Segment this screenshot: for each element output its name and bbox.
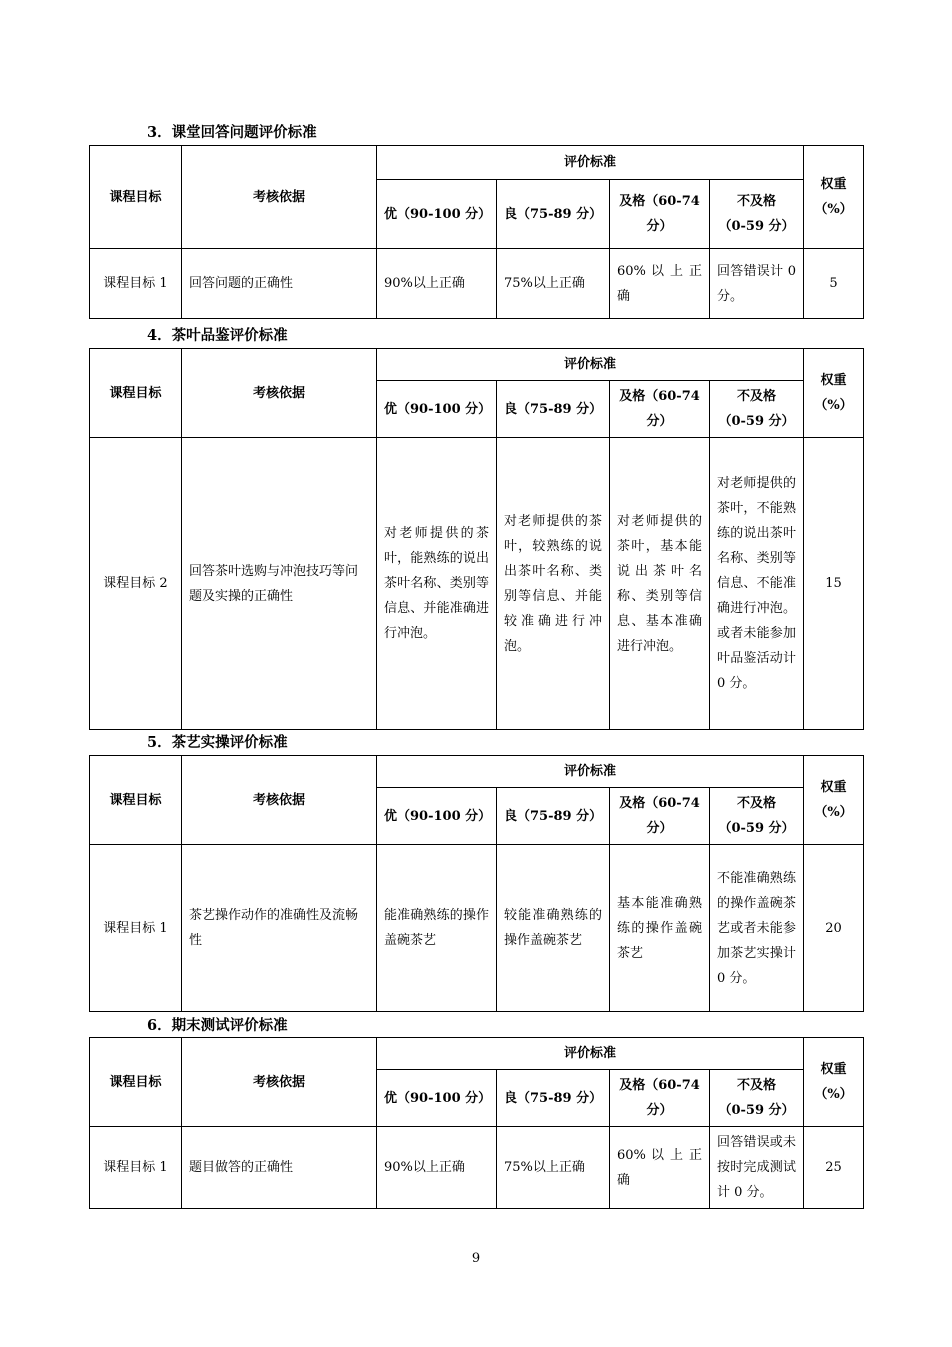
cell-good: 对老师提供的茶叶，较熟练的说出茶叶名称、类别等信息、并能较准确进行冲泡。: [497, 438, 610, 730]
cell-excellent: 90%以上正确: [377, 1127, 497, 1209]
evaluation-table: [89, 755, 864, 1012]
cell-pass: 60% 以 上 正确: [610, 1127, 710, 1209]
evaluation-table: [89, 145, 864, 319]
header-goal: 课程目标: [90, 756, 182, 845]
header-weight: 权重 （%）: [804, 349, 864, 438]
cell-basis: 茶艺操作动作的准确性及流畅性: [182, 845, 377, 1012]
header-fail: 不及格 （0-59 分）: [710, 788, 804, 845]
cell-weight: 25: [804, 1127, 864, 1209]
page-number: 9: [471, 1251, 481, 1266]
header-goal: 课程目标: [90, 349, 182, 438]
header-excellent: 优（90-100 分）: [377, 180, 497, 249]
cell-fail: 对老师提供的茶叶，不能熟练的说出茶叶名称、类别等信息、不能准确进行冲泡。或者未能参加叶品鉴活动计 0 分。: [710, 438, 804, 730]
cell-pass: 基本能准确熟练的操作盖碗茶艺: [610, 845, 710, 1012]
header-excellent: 优（90-100 分）: [377, 788, 497, 845]
header-pass: 及格（60-74 分）: [610, 788, 710, 845]
cell-excellent: 能准确熟练的操作盖碗茶艺: [377, 845, 497, 1012]
header-weight: 权重 （%）: [804, 146, 864, 249]
header-pass: 及格（60-74 分）: [610, 1070, 710, 1127]
header-excellent: 优（90-100 分）: [377, 1070, 497, 1127]
cell-basis: 题目做答的正确性: [182, 1127, 377, 1209]
header-basis: 考核依据: [182, 1038, 377, 1127]
header-basis: 考核依据: [182, 349, 377, 438]
cell-weight: 15: [804, 438, 864, 730]
cell-pass: 60% 以 上 正确: [610, 249, 710, 319]
cell-goal: 课程目标 2: [90, 438, 182, 730]
table-row: [90, 438, 864, 730]
cell-basis: 回答茶叶选购与冲泡技巧等问题及实操的正确性: [182, 438, 377, 730]
header-pass: 及格（60-74 分）: [610, 180, 710, 249]
cell-basis: 回答问题的正确性: [182, 249, 377, 319]
section-title: 6．期末测试评价标准: [147, 1017, 288, 1034]
header-criteria: 评价标准: [377, 146, 804, 180]
header-fail: 不及格 （0-59 分）: [710, 180, 804, 249]
header-weight: 权重 （%）: [804, 756, 864, 845]
section-title: 5．茶艺实操评价标准: [147, 734, 288, 751]
cell-good: 较能准确熟练的操作盖碗茶艺: [497, 845, 610, 1012]
table-row: [90, 845, 864, 1012]
header-criteria: 评价标准: [377, 1038, 804, 1070]
header-fail: 不及格 （0-59 分）: [710, 1070, 804, 1127]
cell-excellent: 对老师提供的茶叶，能熟练的说出茶叶名称、类别等信息、并能准确进行冲泡。: [377, 438, 497, 730]
cell-excellent: 90%以上正确: [377, 249, 497, 319]
evaluation-table: [89, 1037, 864, 1209]
header-basis: 考核依据: [182, 756, 377, 845]
table-row: [90, 249, 864, 319]
header-pass: 及格（60-74 分）: [610, 381, 710, 438]
header-weight: 权重 （%）: [804, 1038, 864, 1127]
cell-pass: 对老师提供的茶叶，基本能说出茶叶名称、类别等信息、基本准确进行冲泡。: [610, 438, 710, 730]
cell-fail: 不能准确熟练的操作盖碗茶艺或者未能参加茶艺实操计 0 分。: [710, 845, 804, 1012]
cell-good: 75%以上正确: [497, 1127, 610, 1209]
header-goal: 课程目标: [90, 1038, 182, 1127]
cell-weight: 5: [804, 249, 864, 319]
header-criteria: 评价标准: [377, 756, 804, 788]
cell-good: 75%以上正确: [497, 249, 610, 319]
header-good: 良（75-89 分）: [497, 180, 610, 249]
header-criteria: 评价标准: [377, 349, 804, 381]
cell-fail: 回答错误或未按时完成测试计 0 分。: [710, 1127, 804, 1209]
section-title: 4．茶叶品鉴评价标准: [147, 327, 288, 344]
cell-weight: 20: [804, 845, 864, 1012]
header-goal: 课程目标: [90, 146, 182, 249]
cell-goal: 课程目标 1: [90, 1127, 182, 1209]
cell-fail: 回答错误计 0 分。: [710, 249, 804, 319]
header-basis: 考核依据: [182, 146, 377, 249]
header-good: 良（75-89 分）: [497, 1070, 610, 1127]
table-row: [90, 1127, 864, 1209]
evaluation-table: [89, 348, 864, 730]
cell-goal: 课程目标 1: [90, 249, 182, 319]
header-fail: 不及格 （0-59 分）: [710, 381, 804, 438]
header-good: 良（75-89 分）: [497, 788, 610, 845]
header-good: 良（75-89 分）: [497, 381, 610, 438]
section-title: 3．课堂回答问题评价标准: [147, 124, 317, 141]
header-excellent: 优（90-100 分）: [377, 381, 497, 438]
cell-goal: 课程目标 1: [90, 845, 182, 1012]
